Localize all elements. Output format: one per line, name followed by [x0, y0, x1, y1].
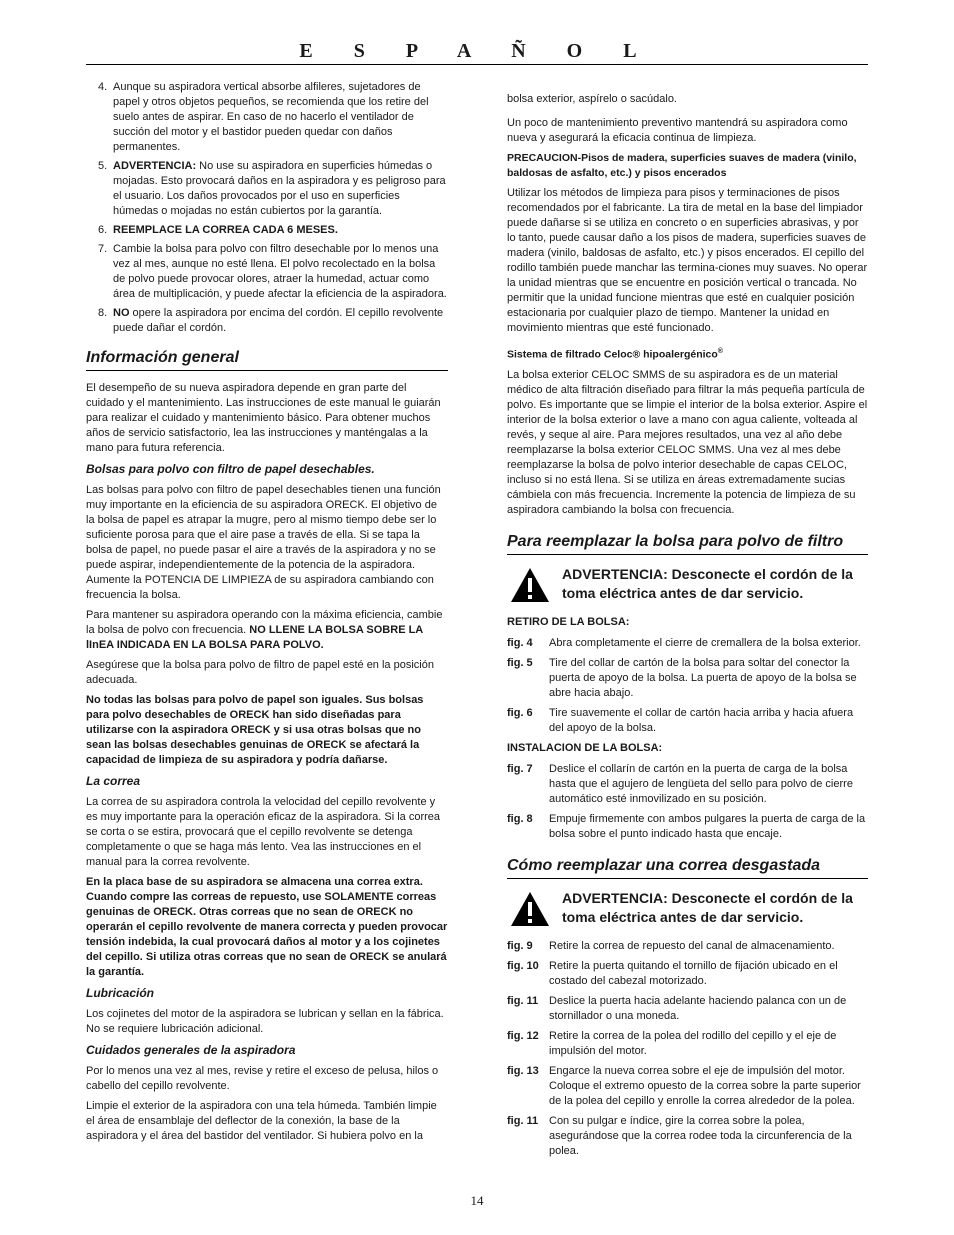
fig-label: fig. 6	[507, 706, 533, 719]
paragraph: Los cojinetes del motor de la aspiradora se lubrican y sellan en la fábrica. No se requiere lubricación adicional.	[86, 1008, 444, 1035]
fig-text: Retire la puerta quitando el tornillo de fijación ubicado en el costado del cabezal motorizado.	[549, 959, 838, 987]
list-item	[86, 159, 448, 219]
paragraph-bold: No todas las bolsas para polvo de papel son iguales. Sus bolsas para polvo desechables de ORECK han sido diseñadas para utilizarse con la aspiradora ORECK y si usa otras bolsas que no sean las bolsas desechables genuinas de ORECK se afectará la capacidad de limpieza de su aspiradora y podría dañarse.	[86, 694, 424, 766]
fig-label: fig. 4	[507, 636, 533, 649]
fig-label: fig. 11	[507, 994, 539, 1007]
page-number: 14	[470, 1193, 484, 1208]
fig-step	[507, 1114, 868, 1159]
warning-triangle-icon	[510, 567, 550, 603]
fig-step	[507, 636, 868, 651]
list-number: 5.	[98, 160, 108, 172]
fig-label: fig. 5	[507, 656, 533, 669]
subheading-correa: La correa	[86, 774, 141, 788]
list-item-text: Aunque su aspiradora vertical absorbe alfileres, sujetadores de papel y otros objetos pequeños, se recomienda que los retire del suelo antes de aspirar. En caso de no hacerlo el ventilador de succión del motor y el bastidor pueden quedar con daños permanentes.	[113, 81, 429, 153]
list-item	[86, 242, 448, 302]
paragraph: Por lo menos una vez al mes, revise y retire el exceso de pelusa, hilos o cabello del cepillo revolvente.	[86, 1065, 439, 1092]
list-item-text: opere la aspiradora por encima del cordón. El cepillo revolvente puede dañar el cordón.	[113, 307, 444, 334]
fig-label: fig. 8	[507, 812, 533, 825]
fig-label: fig. 12	[507, 1029, 539, 1042]
subheading-lubricacion: Lubricación	[86, 986, 155, 1000]
paragraph-text: Para mantener su aspiradora operando con la máxima eficiencia, cambie la bolsa de polvo con frecuencia.	[86, 609, 443, 636]
paragraph: Un poco de mantenimiento preventivo mantendrá su aspiradora como nueva y asegurará la eficacia continua de limpieza.	[507, 117, 848, 144]
right-column	[507, 92, 868, 1164]
list-item-text: No use su aspiradora en superficies húmedas o mojadas. Esto provocará daños en la aspiradora y es peligroso para el usuario. Los daños provocados por el uso en superficies húmedas o mojadas no están cubiertos por la garantía.	[113, 160, 446, 217]
fig-text: Engarce la nueva correa sobre el eje de impulsión del motor. Coloque el extremo opuesto de la correa sobre la parte superior de la polea del cepillo y enrolle la correa alrededor de la polea.	[549, 1064, 861, 1107]
warning-text: ADVERTENCIA: Desconecte el cordón de la toma eléctrica antes de dar servicio.	[562, 889, 853, 925]
fig-step	[507, 706, 868, 736]
list-item-lead: ADVERTENCIA:	[113, 160, 197, 172]
subheading-instalacion: INSTALACION DE LA BOLSA:	[507, 741, 663, 754]
fig-text: Retire la correa de la polea del rodillo del cepillo y el eje de impulsión del motor.	[549, 1029, 837, 1057]
page-header-title: E S P A Ñ O L	[299, 40, 655, 62]
fig-step	[507, 1064, 868, 1109]
fig-text: Deslice el collarín de cartón en la puerta de carga de la bolsa hasta que el agujero de lengüeta del sello para polvo de cierre automático esté inmovilizado en su posición.	[549, 762, 853, 805]
fig-label: fig. 7	[507, 762, 533, 775]
warning-box	[507, 889, 868, 933]
paragraph: La correa de su aspiradora controla la velocidad del cepillo revolvente y es muy importante para la operación eficaz de la aspiradora. Si la correa se corta o se estira, provocará que el cepillo revolvente se detenga completamente o que se haga más lento. Vea las instrucciones en el manual para la correa revolvente.	[86, 796, 441, 868]
subheading-precaucion: PRECAUCION-Pisos de madera, superficies suaves de madera (vinilo, baldosas de asfalto, etc.) y pisos encerados	[507, 152, 857, 179]
left-column	[86, 80, 448, 1149]
section-heading-informacion: Información general	[86, 348, 448, 371]
paragraph: La bolsa exterior CELOC SMMS de su aspiradora es de un material médico de alta filtración diseñado para filtrar la más pequeña partícula de polvo. Es importante que se limpie el interior de la bolsa exterior. Aspire el interior de la bolsa exterior o lave a mano con agua caliente, volteada al revés, y seque al aire. Para mejores resultados, una vez al año debe reemplazarse la bolsa exterior CELOC SMMS. Una vez al mes debe reemplazarse la bolsa de polvo interior desechable de capas CELOC, incluso si no está llena. Si se utiliza en áreas extremadamente sucias cámbiela con más frecuencia. Incremente la potencia de limpieza de su aspiradora cambiando la bolsa con frecuencia.	[507, 368, 868, 516]
section-heading-reemplazar-correa: Cómo reemplazar una correa desgastada	[507, 856, 868, 879]
paragraph: bolsa exterior, aspírelo o sacúdalo.	[507, 93, 677, 105]
fig-text: Empuje firmemente con ambos pulgares la puerta de carga de la bolsa sobre el punto indicado hasta que encaje.	[549, 812, 866, 840]
list-item-lead: REEMPLACE LA CORREA CADA 6 MESES.	[113, 224, 338, 236]
paragraph-emphasis: NO LLENE LA BOLSA SOBRE LA lInEA INDICADA EN LA BOLSA PARA POLVO.	[86, 624, 423, 651]
list-item	[86, 223, 448, 238]
subheading-text: Sistema de filtrado Celoc® hipoalergénico	[507, 348, 718, 361]
list-item	[86, 306, 448, 336]
fig-label: fig. 9	[507, 939, 533, 952]
list-number: 4.	[98, 81, 108, 93]
list-item-lead: NO	[113, 307, 130, 319]
fig-text: Abra completamente el cierre de cremallera de la bolsa exterior.	[549, 636, 861, 649]
fig-label: fig. 10	[507, 959, 539, 972]
paragraph	[86, 608, 448, 653]
fig-text: Tire del collar de cartón de la bolsa para soltar del conector la puerta de apoyo de la bolsa. La puerta de apoyo de la bolsa se abre hacia abajo.	[549, 656, 857, 699]
paragraph-bold: En la placa base de su aspiradora se almacena una correa extra. Cuando compre las correas de repuesto, use SOLAMENTE correas genuinas de ORECK. Otras correas que no sean de ORECK no operarán el cepillo revolvente de manera correcta y pueden provocar tensión indebida, la cual provocará daños al motor y a los cojinetes del cepillo. Si utiliza otras correas que no sean de ORECK se anulará la garantía.	[86, 876, 448, 978]
list-item-text: Cambie la bolsa para polvo con filtro desechable por lo menos una vez al mes, aunque no esté llena. El polvo recolectado en la bolsa de polvo puede provocar olores, atraer la humedad, actuar como área de multiplicación, y puede afectar la eficiencia de la aspiradora.	[113, 243, 447, 300]
fig-text: Deslice la puerta hacia adelante haciendo palanca con un de stornillador o una moneda.	[549, 994, 847, 1022]
fig-step	[507, 812, 868, 842]
registered-mark: ®	[717, 348, 723, 355]
list-item	[86, 80, 448, 155]
fig-text: Tire suavemente el collar de cartón hacia arriba y hacia afuera del apoyo de la bolsa.	[549, 706, 854, 734]
fig-step	[507, 994, 868, 1024]
list-number: 6.	[98, 224, 108, 236]
subheading-cuidados: Cuidados generales de la aspiradora	[86, 1043, 296, 1057]
header-rule	[86, 64, 868, 65]
fig-step	[507, 959, 868, 989]
fig-text: Con su pulgar e índice, gire la correa sobre la polea, asegurándose que la correa rodee toda la circunferencia de la polea.	[549, 1114, 852, 1157]
fig-step	[507, 939, 868, 954]
warning-box	[507, 565, 868, 609]
warning-triangle-icon	[510, 891, 550, 927]
paragraph: Limpie el exterior de la aspiradora con una tela húmeda. También limpie el área de ensamblaje del deflector de la conexión, la base de la aspiradora y el área del bastidor del ventilador. Si hubiera polvo en la	[86, 1100, 437, 1142]
fig-step	[507, 762, 868, 807]
fig-label: fig. 11	[507, 1114, 539, 1127]
list-number: 8.	[98, 307, 108, 319]
subheading-celoc	[507, 344, 868, 363]
list-number: 7.	[98, 243, 108, 255]
subheading-retiro: RETIRO DE LA BOLSA:	[507, 615, 630, 628]
fig-step	[507, 656, 868, 701]
numbered-list	[86, 80, 448, 336]
subheading-bolsas: Bolsas para polvo con filtro de papel desechables.	[86, 462, 375, 476]
paragraph: Asegúrese que la bolsa para polvo de filtro de papel esté en la posición adecuada.	[86, 659, 434, 686]
fig-text: Retire la correa de repuesto del canal de almacenamiento.	[549, 939, 835, 952]
fig-label: fig. 13	[507, 1064, 539, 1077]
paragraph: Utilizar los métodos de limpieza para pisos y terminaciones de pisos recomendados por el fabricante. La tira de metal en la base del limpiador puede dañarse si se utiliza en concreto o en superficies abrasivas, y por lo tanto, puede causar daño a los pisos de madera, superficies suaves de madera (vinilo, baldosas de asfalto, etc.) y pisos encerados. El cepillo del rodillo también puede manchar las termina-ciones muy suaves. No operar la unidad mientras que se encuentre en posición vertical o trancada. No permitir que la unidad funcione mientras que esté en cualquier posición estacionaria por cualquier plazo de tiempo. Mantener la unidad en movimiento mientras que esté funcionado.	[507, 187, 868, 334]
paragraph: El desempeño de su nueva aspiradora depende en gran parte del cuidado y el mantenimiento. Las instrucciones de este manual le guiarán para realizar el cuidado y mantenimiento básico. Para obtener muchos años de servicio satisfactorio, lea las instrucciones y manténgalas a la mano para futura referencia.	[86, 382, 441, 454]
warning-text: ADVERTENCIA: Desconecte el cordón de la toma eléctrica antes de dar servicio.	[562, 565, 853, 601]
fig-step	[507, 1029, 868, 1059]
section-heading-reemplazar-bolsa: Para reemplazar la bolsa para polvo de filtro	[507, 532, 868, 555]
paragraph: Las bolsas para polvo con filtro de papel desechables tienen una función muy importante en la eficiencia de su aspiradora ORECK. El objetivo de la bolsa de papel es atrapar la mugre, pero al mismo tiempo debe ser lo suficiente porosa para que el aire pase a través de ella. Si se tapa la bolsa de papel, no puede pasar el aire a través de la aspiradora y no se puede aspirar, independientemente de la potencia de la aspiradora. Aumente la POTENCIA DE LIMPIEZA de su aspiradora cambiando con frecuencia la bolsa.	[86, 484, 441, 601]
